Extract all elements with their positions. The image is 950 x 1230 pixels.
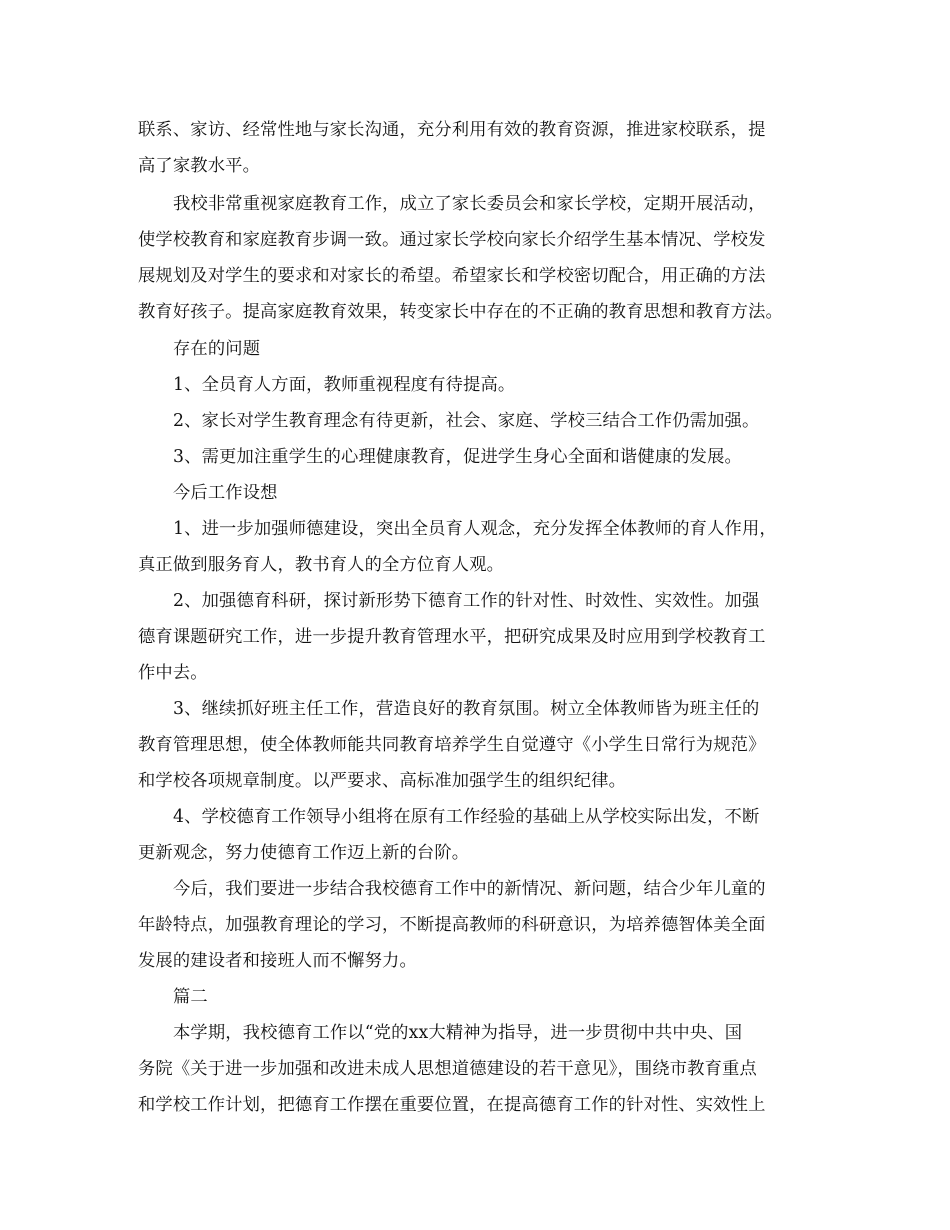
text-line: 和学校各项规章制度。以严要求、高标准加强学生的组织纪律。 <box>138 771 627 791</box>
list-item: 2、家长对学生教育理念有待更新，社会、家庭、学校三结合工作仍需加强。 <box>173 411 760 431</box>
section-heading: 今后工作设想 <box>173 483 278 503</box>
text-line: 发展的建设者和接班人而不懈努力。 <box>138 951 417 971</box>
text-line: 作中去。 <box>138 663 208 683</box>
text-line: 德育课题研究工作，进一步提升教育管理水平，把研究成果及时应用到学校教育工 <box>138 627 766 647</box>
text-line: 和学校工作计划，把德育工作摆在重要位置，在提高德育工作的针对性、实效性上 <box>138 1095 766 1115</box>
text-line: 真正做到服务育人，教书育人的全方位育人观。 <box>138 555 505 575</box>
text-line: 联系、家访、经常性地与家长沟通，充分利用有效的教育资源，推进家校联系，提 <box>138 120 766 140</box>
text-line: 今后，我们要进一步结合我校德育工作中的新情况、新问题，结合少年儿童的 <box>173 879 766 899</box>
text-line: 更新观念，努力使德育工作迈上新的台阶。 <box>138 843 470 863</box>
text-line: 年龄特点，加强教育理论的学习，不断提高教师的科研意识，为培养德智体美全面 <box>138 915 766 935</box>
text-line: 教育好孩子。提高家庭教育效果，转变家长中存在的不正确的教育思想和教育方法。 <box>138 302 783 322</box>
list-item: 2、加强德育科研，探讨新形势下德育工作的针对性、时效性、实效性。加强 <box>173 591 760 611</box>
text-line: 使学校教育和家庭教育步调一致。通过家长学校向家长介绍学生基本情况、学校发 <box>138 230 766 250</box>
list-item: 3、需更加注重学生的心理健康教育，促进学生身心全面和谐健康的发展。 <box>173 447 742 467</box>
text-line: 本学期，我校德育工作以“党的xx大精神为指导，进一步贯彻中共中央、国 <box>173 1023 743 1043</box>
text-line: 教育管理思想，使全体教师能共同教育培养学生自觉遵守《小学生日常行为规范》 <box>138 735 766 755</box>
text-line: 展规划及对学生的要求和对家长的希望。希望家长和学校密切配合，用正确的方法 <box>138 266 766 286</box>
list-item: 1、全员育人方面，教师重视程度有待提高。 <box>173 375 516 395</box>
text-line: 我校非常重视家庭教育工作，成立了家长委员会和家长学校，定期开展活动， <box>173 194 766 214</box>
list-item: 4、学校德育工作领导小组将在原有工作经验的基础上从学校实际出发，不断 <box>173 807 760 827</box>
text-line: 高了家教水平。 <box>138 156 261 176</box>
list-item: 1、进一步加强师德建设，突出全员育人观念，充分发挥全体教师的育人作用， <box>173 519 777 539</box>
section-heading: 存在的问题 <box>173 339 261 359</box>
list-item: 3、继续抓好班主任工作，营造良好的教育氛围。树立全体教师皆为班主任的 <box>173 699 760 719</box>
text-line: 务院《关于进一步加强和改进未成人思想道德建设的若干意见》，围绕市教育重点 <box>138 1059 757 1079</box>
section-heading: 篇二 <box>173 987 208 1007</box>
